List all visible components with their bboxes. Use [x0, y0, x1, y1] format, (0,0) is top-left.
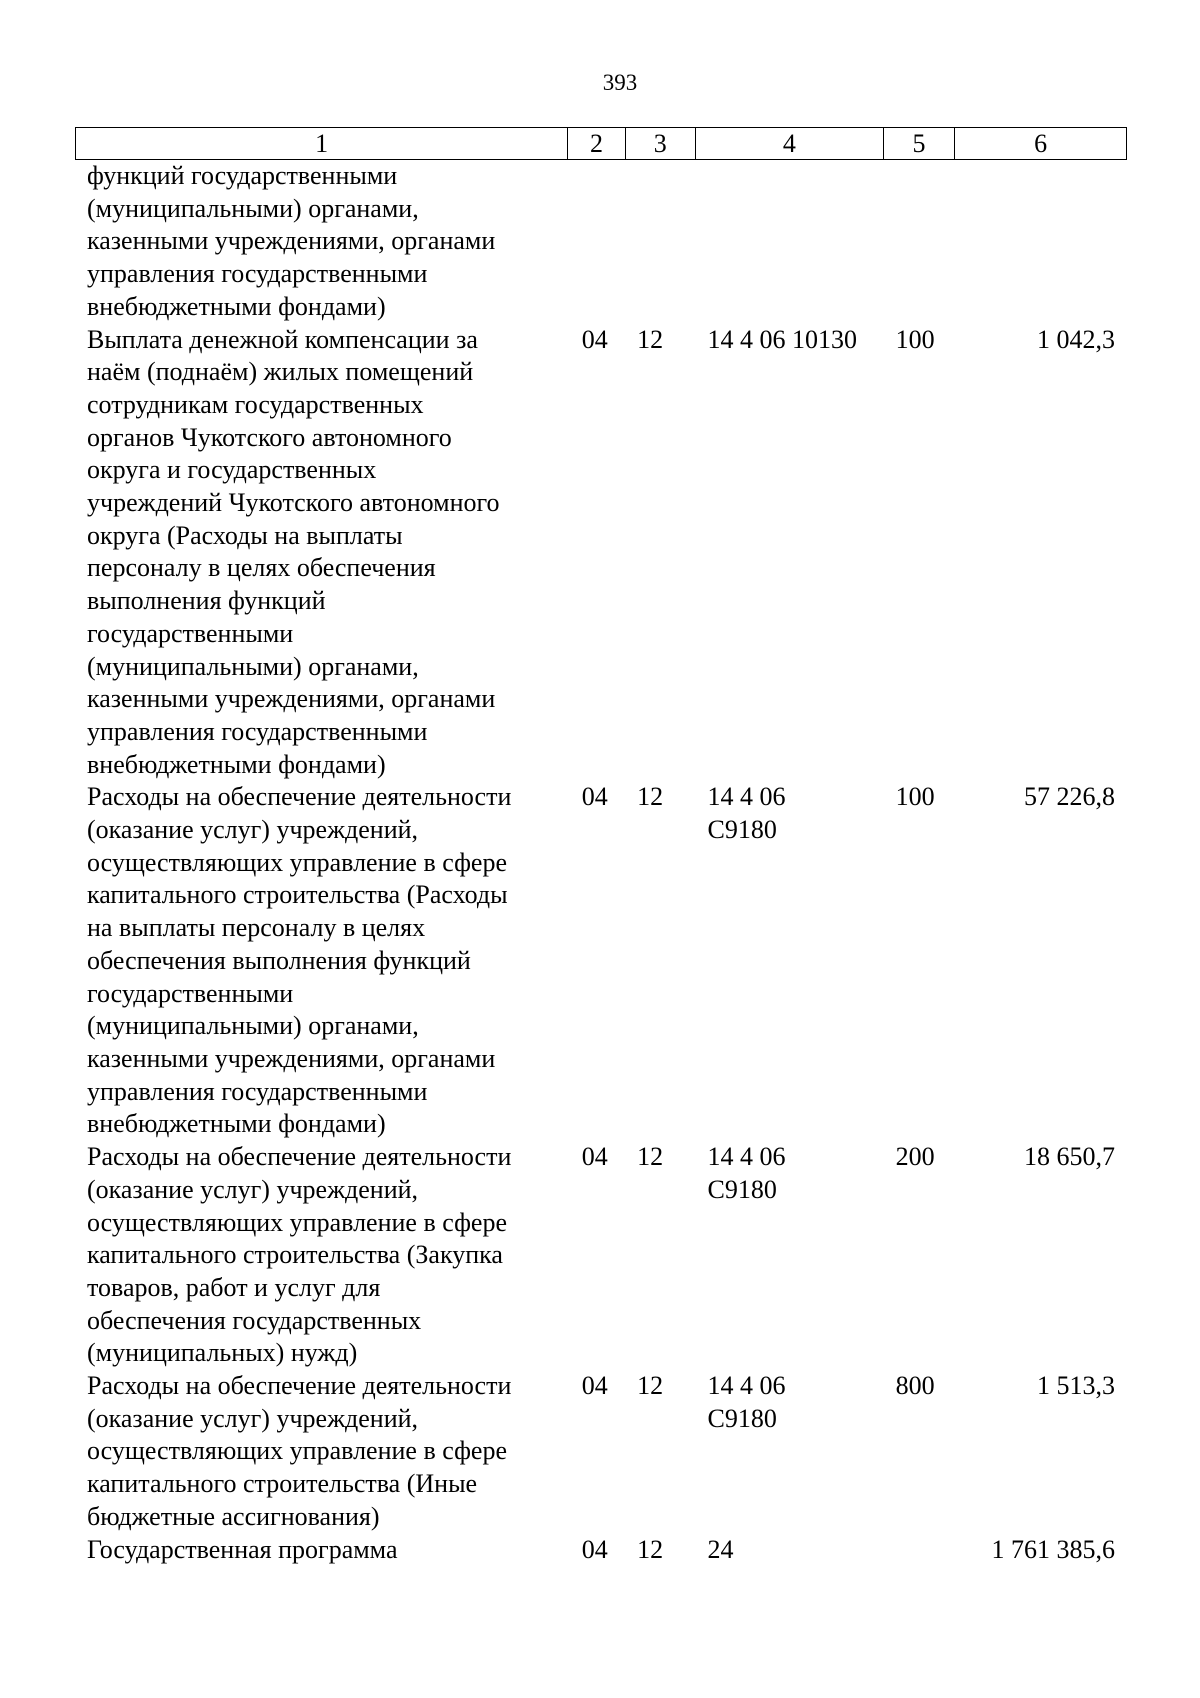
row-description: Государственная программа [87, 1534, 398, 1564]
row-section-code: 04 [581, 1371, 608, 1401]
table-row [75, 1370, 1127, 1534]
row-target-article: 14 4 06 С9180 [707, 1142, 786, 1204]
row-subsection-code [625, 160, 695, 324]
row-subsection-code: 12 [637, 1371, 664, 1401]
column-header-2: 2 [568, 128, 625, 160]
row-subsection-code: 12 [637, 782, 664, 812]
row-section-code [568, 160, 625, 324]
table-header [75, 127, 1127, 160]
table-row [75, 781, 1127, 1141]
row-amount: 57 226,8 [1024, 782, 1115, 812]
row-target-article: 14 4 06 С9180 [707, 1371, 786, 1433]
row-amount: 18 650,7 [1024, 1142, 1115, 1172]
budget-table-body [75, 160, 1127, 1566]
table-row [75, 324, 1127, 782]
row-description: Выплата денежной компенсации за наём (поднаём) жилых помещений сотрудникам государственных органов Чукотского автономного округа и государственных учреждений Чукотского автономного округа (Расходы на выплаты персоналу в целях обеспечения выполнения функций государственными (муниципальными) органами, казенными учреждениями, органами управления государственными внебюджетными фондами) [87, 324, 500, 779]
row-target-article: 14 4 06 С9180 [707, 782, 786, 845]
row-subsection-code: 12 [637, 324, 664, 354]
row-amount [955, 160, 1127, 324]
column-header-6: 6 [955, 128, 1127, 160]
row-section-code: 04 [581, 1534, 608, 1564]
row-subsection-code: 12 [637, 1142, 664, 1172]
table-row [75, 160, 1127, 324]
row-expense-type [884, 1534, 955, 1567]
row-target-article: 14 4 06 10130 [707, 324, 857, 354]
column-number-row [76, 128, 1127, 160]
row-expense-type: 800 [895, 1371, 935, 1401]
row-subsection-code: 12 [637, 1534, 664, 1564]
row-amount: 1 513,3 [1037, 1371, 1115, 1401]
table-row [75, 1534, 1127, 1567]
row-description: функций государственными (муниципальными) органами, казенными учреждениями, органами управления государственными внебюджетными фондами) [87, 161, 496, 321]
row-target-article [696, 160, 884, 324]
row-description: Расходы на обеспечение деятельности (оказание услуг) учреждений, осуществляющих управление в сфере капитального строительства (Расходы на выплаты персоналу в целях обеспечения выполнения функций государственными (муниципальными) органами, казенными учреждениями, органами управления государственными внебюджетными фондами) [87, 782, 512, 1139]
row-expense-type: 200 [895, 1142, 935, 1172]
row-section-code: 04 [581, 782, 608, 812]
row-target-article: 24 [707, 1534, 734, 1564]
table-row [75, 1141, 1127, 1370]
page-number: 393 [602, 70, 638, 95]
row-expense-type: 100 [895, 324, 935, 354]
row-description: Расходы на обеспечение деятельности (оказание услуг) учреждений, осуществляющих управление в сфере капитального строительства (Иные бюджетные ассигнования) [87, 1371, 512, 1531]
row-amount: 1 761 385,6 [991, 1534, 1115, 1564]
column-header-3: 3 [625, 128, 695, 160]
column-header-4: 4 [695, 128, 883, 160]
row-section-code: 04 [581, 1142, 608, 1172]
column-header-1: 1 [76, 128, 568, 160]
row-expense-type [884, 160, 955, 324]
row-amount: 1 042,3 [1037, 324, 1115, 354]
row-expense-type: 100 [895, 782, 935, 812]
column-header-5: 5 [883, 128, 954, 160]
row-description: Расходы на обеспечение деятельности (оказание услуг) учреждений, осуществляющих управление в сфере капитального строительства (Закупка товаров, работ и услуг для обеспечения государственных (муниципальных) нужд) [87, 1142, 512, 1368]
row-section-code: 04 [581, 324, 608, 354]
